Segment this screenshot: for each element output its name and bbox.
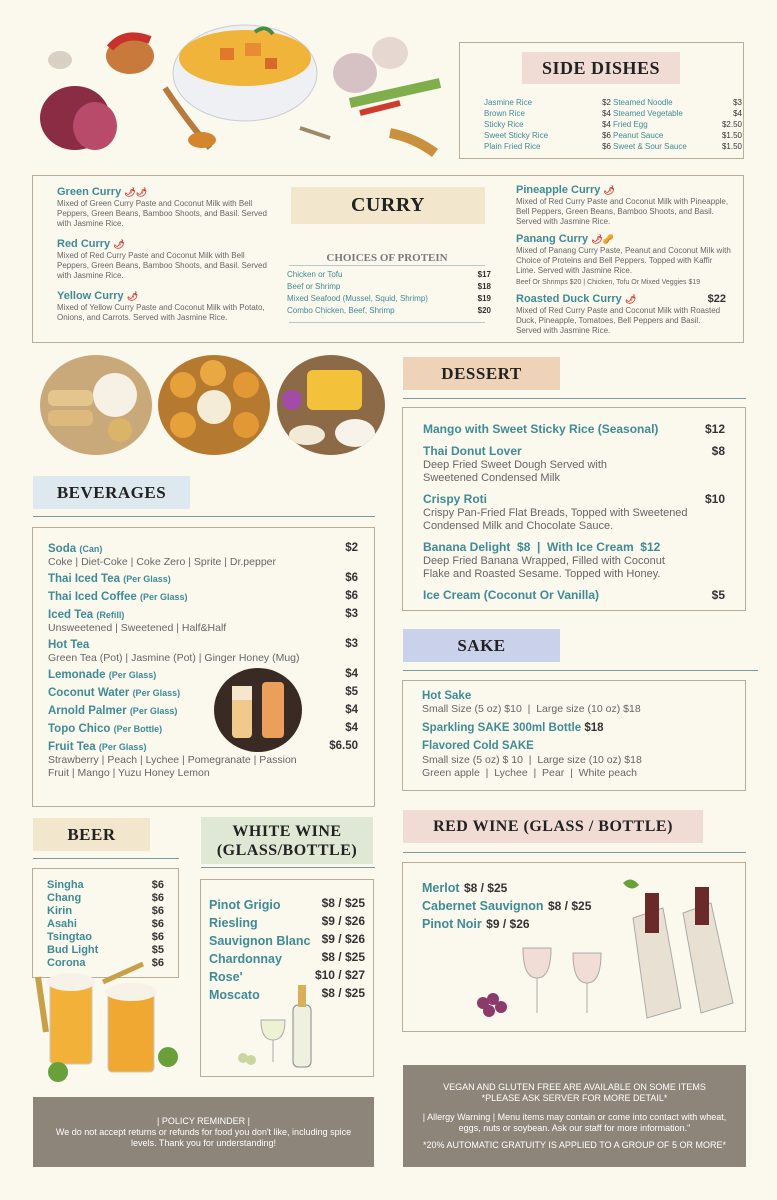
cold-sake-name: Flavored Cold SAKE [422,740,534,752]
beverage-name: Arnold Palmer [48,705,127,717]
divider [201,867,375,868]
side-dish-name: Sweet & Sour Sauce [613,142,687,151]
beverage-name: Lemonade [48,669,106,681]
hot-sake-name: Hot Sake [422,690,472,702]
thai-donut-photo [158,355,270,455]
beer-price: $6 [151,918,164,930]
beverage-options: Coke | Diet-Coke | Coke Zero | Sprite | Dr.pepper [48,556,277,568]
beverage-qualifier: (Refill) [96,610,125,620]
pineapple-curry-item [516,184,731,227]
yellow-curry-desc: Mixed of Yellow Curry Paste and Coconut Milk with Potato, Onions, and Carrots. Served with Jasmine Rice. [57,303,265,322]
red-wine-title: RED WINE (GLASS / BOTTLE) [403,810,703,843]
side-dish-price: $6 [602,142,611,151]
ask-server-notice: *PLEASE ASK SERVER FOR MORE DETAIL* [481,1092,668,1103]
dessert-title: DESSERT [403,357,560,390]
beverage-options: Strawberry | Peach | Lychee | Pomegranate | Passion Fruit | Mango | Yuzu Honey Lemon [48,754,297,779]
dessert-item-price: $8 [711,444,725,458]
beer-name: Chang [47,892,82,904]
side-dish-name: Steamed Noodle [613,98,673,107]
wine-price: $8 / $25 [463,881,508,895]
dessert-item-desc: Deep Fried Sweet Dough Served with Sweetened Condensed Milk [423,459,608,484]
beverage-name: Topo Chico [48,723,111,735]
red-wine-illustration [463,873,745,1031]
beer-name: Singha [47,879,84,891]
vegan-notice: VEGAN AND GLUTEN FREE ARE AVAILABLE ON SOME ITEMS [443,1081,706,1092]
side-dish-name: Plain Fried Rice [484,142,541,151]
side-dish-name: Fried Egg [613,120,648,129]
beverage-name: Coconut Water [48,687,130,699]
sake-panel [402,680,746,791]
beverage-qualifier: (Per Glass) [123,574,171,584]
beer-name: Tsingtao [47,931,93,943]
protein-price: $19 [477,294,491,303]
beverages-title: BEVERAGES [33,476,190,509]
beverage-price: $4 [345,722,358,734]
beverage-qualifier: (Per Glass) [98,742,147,752]
beverage-qualifier: (Can) [79,544,103,554]
dessert-item-price: $5 [711,588,725,602]
curry-panel [32,175,744,343]
beverage-name: Soda [48,543,77,555]
panang-curry-desc: Mixed of Panang Curry Paste, Peanut and Coconut Milk with Choice of Proteins and Bell Peppers. Topped with Kaffir Lime. Served with Jasmine Rice. [516,246,731,275]
dessert-item-desc: Crispy Pan-Fried Flat Breads, Topped with Sweetened Condensed Milk and Chocolate Sauce. [423,507,688,532]
protein-name: Chicken or Tofu [287,270,343,279]
green-curry-item [57,186,277,229]
duck-curry-name: Roasted Duck Curry [516,293,622,305]
white-wine-title [201,817,373,864]
mango-sticky-rice-photo [277,355,385,455]
side-dish-price: $4 [733,109,742,118]
beverages-panel [32,527,375,807]
hot-sake-sizes: Small Size (5 oz) $10 | Large size (10 oz) $18 [422,703,641,715]
protein-price: $17 [477,270,491,279]
curry-illustration [30,18,450,163]
beverage-price: $6 [345,590,358,602]
beer-price: $6 [151,957,164,969]
side-dish-name: Sticky Rice [484,120,524,129]
wine-name: Merlot [422,881,460,895]
side-dish-name: Brown Rice [484,109,525,118]
yellow-curry-name: Yellow Curry [57,290,124,302]
dessert-item-name: Mango with Sweet Sticky Rice (Seasonal) [423,422,659,436]
side-dish-name: Peanut Sauce [613,131,664,140]
dessert-item-desc: Deep Fried Banana Wrapped, Filled with Coconut Flake and Roasted Sesame. Topped with Honey. [423,555,665,580]
white-wine-title-line1: WHITE WINE [232,822,342,840]
divider [403,670,758,671]
side-dish-name: Sweet Sticky Rice [484,131,549,140]
beer-name: Asahi [47,918,77,930]
beverage-qualifier: (Per Glass) [132,688,181,698]
white-wine-illustration [231,980,341,1072]
wine-price: $9 / $26 [486,917,530,931]
red-curry-name: Red Curry [57,238,111,250]
beer-title: BEER [33,818,150,851]
beverage-price: $4 [345,704,358,716]
protein-price: $20 [477,306,491,315]
divider [403,852,746,853]
divider [403,398,746,399]
wine-name: Cabernet Sauvignon [422,899,544,913]
panang-curry-item [516,233,731,288]
wine-name: Riesling [209,916,258,930]
chili-icon: 🌶 [126,291,139,301]
chili-icon: 🌶 [113,239,125,249]
beer-price: $6 [151,892,164,904]
duck-curry-item [516,293,726,336]
side-dish-name: Jasmine Rice [484,98,533,107]
spring-rolls-photo [40,355,152,455]
policy-text: We do not accept returns or refunds for food you don't like, including spice levels. Thank you for understanding! [55,1126,352,1148]
red-wine-panel [402,862,746,1032]
dessert-item-price: $10 [704,492,725,506]
pineapple-curry-name: Pineapple Curry [516,184,601,196]
side-dish-name: Steamed Vegetable [613,109,683,118]
side-dish-price: $1.50 [721,131,742,140]
wine-name: Pinot Noir [422,917,482,931]
pineapple-curry-desc: Mixed of Red Curry Paste and Coconut Milk with Pineapple, Bell Peppers, Green Beans, Bamboo Shoots, and Basil. Served with Jasmine Rice. [516,197,729,226]
dessert-panel [402,407,746,611]
wine-name: Rose' [209,970,243,984]
side-dishes-title: SIDE DISHES [522,52,680,84]
beverage-price: $5 [345,686,358,698]
allergy-notice [403,1065,746,1167]
white-wine-panel [200,879,374,1077]
chili-icon: 🌶 [624,294,637,304]
sparkling-sake-price: $18 [584,722,604,734]
chili-icon: 🌶 [603,185,615,195]
beverage-name: Fruit Tea [48,741,96,753]
chili-icon: 🌶🌶 [124,187,148,197]
wine-price: $8 / $25 [548,899,592,913]
beverage-qualifier: (Per Glass) [129,706,178,716]
wine-price: $10 / $27 [314,968,365,982]
policy-reminder [33,1097,374,1167]
curry-title: CURRY [291,187,485,224]
beverage-name: Thai Iced Tea [48,573,121,585]
beverage-price: $3 [345,608,358,620]
side-dishes-list [484,97,742,152]
duck-curry-desc: Mixed of Red Curry Paste and Coconut Milk with Roasted Duck, Pineapple, Tomatoes, Bell Peppers and Basil. Served with Jasmine Rice. [516,306,721,335]
beverage-name: Iced Tea [48,609,94,621]
beer-price: $5 [151,944,164,956]
dessert-item-name: Crispy Roti [423,492,488,506]
beer-price: $6 [151,931,164,943]
sparkling-sake-name: Sparkling SAKE 300ml Bottle [422,722,582,734]
protein-price: $18 [477,282,491,291]
beverage-qualifier: (Per Bottle) [113,724,163,734]
panang-curry-note: Beef Or Shrimps $20 | Chicken, Tofu Or Mixed Veggies $19 [516,279,701,286]
wine-name: Chardonnay [209,952,282,966]
cold-sake-sizes: Small size (5 oz) $ 10 | Large size (10 oz) $18 [422,754,642,766]
dessert-item-price: $12 [704,422,725,436]
red-curry-item [57,238,277,281]
choices-title: CHOICES OF PROTEIN [326,252,448,264]
gratuity-notice: *20% AUTOMATIC GRATUITY IS APPLIED TO A GROUP OF 5 OR MORE* [423,1139,726,1150]
red-curry-desc: Mixed of Red Curry Paste and Coconut Milk with Bell Peppers, Green Beans, Bamboo Shoots, and Basil. Served with Jasmine Rice. [57,251,267,280]
green-curry-name: Green Curry [57,186,122,198]
allergy-warning: | Allergy Warning | Menu items may contain or come into contact with wheat, eggs, nuts or soybean. Ask our staff for more information." [422,1111,727,1133]
wine-price: $8 / $25 [321,986,365,1000]
beer-name: Corona [47,957,86,969]
beverage-price: $6 [345,572,358,584]
beverage-price: $2 [345,542,358,554]
white-wine-title-line2: (GLASS/BOTTLE) [216,841,358,859]
beverage-price: $6.50 [329,740,358,752]
divider [33,516,375,517]
divider [289,265,485,266]
wine-name: Sauvignon Blanc [209,934,311,948]
beer-price: $6 [151,905,164,917]
sake-title: SAKE [403,629,560,662]
cold-sake-flavors: Green apple | Lychee | Pear | White peach [422,767,637,779]
dessert-item-name: Ice Cream (Coconut Or Vanilla) [423,588,600,602]
green-curry-desc: Mixed of Green Curry Paste and Coconut Milk with Bell Peppers, Green Beans, Bamboo Shoots, and Basil. Served with Jasmine Rice. [57,199,267,228]
wine-price: $9 / $26 [321,932,365,946]
side-dish-price: $2.50 [721,120,742,129]
chili-peanut-icon: 🌶🥜 [591,234,614,244]
beverage-name: Thai Iced Coffee [48,591,137,603]
beverage-options: Green Tea (Pot) | Jasmine (Pot) | Ginger Honey (Mug) [48,652,300,664]
wine-price: $8 / $25 [321,896,365,910]
duck-curry-price: $22 [707,293,726,305]
dessert-item-name: Thai Donut Lover [423,444,522,458]
beverage-name: Hot Tea [48,639,90,651]
beer-price: $6 [151,879,164,891]
beverage-options: Unsweetened | Sweetened | Half&Half [48,622,227,634]
panang-curry-name: Panang Curry [516,233,589,245]
beverage-qualifier: (Per Glass) [108,670,157,680]
protein-choices [287,269,491,317]
side-dish-price: $4 [602,120,611,129]
side-dish-price: $6 [602,131,611,140]
protein-name: Mixed Seafood (Mussel, Squid, Shrimp) [287,294,428,303]
wine-name: Pinot Grigio [209,898,281,912]
divider [33,858,179,859]
yellow-curry-item [57,290,267,323]
protein-name: Beef or Shrimp [287,282,341,291]
side-dish-price: $1.50 [721,142,742,151]
side-dish-price: $2 [602,98,611,107]
policy-title: | POLICY REMINDER | [156,1115,251,1126]
beverage-price: $3 [345,638,358,650]
beer-name: Kirin [47,905,73,917]
beer-mugs-illustration [28,962,188,1090]
side-dish-price: $4 [602,109,611,118]
wine-price: $8 / $25 [321,950,365,964]
wine-name: Moscato [209,988,260,1002]
divider [289,322,485,323]
side-dishes-panel [459,42,744,159]
iced-drinks-photo [214,668,302,752]
protein-name: Combo Chicken, Beef, Shrimp [287,306,395,315]
beverage-qualifier: (Per Glass) [140,592,188,602]
dessert-item-name: Banana Delight $8 | With Ice Cream $12 [423,540,661,554]
beverage-price: $4 [345,668,358,680]
beer-name: Bud Light [47,944,99,956]
wine-price: $9 / $26 [321,914,365,928]
side-dish-price: $3 [733,98,742,107]
